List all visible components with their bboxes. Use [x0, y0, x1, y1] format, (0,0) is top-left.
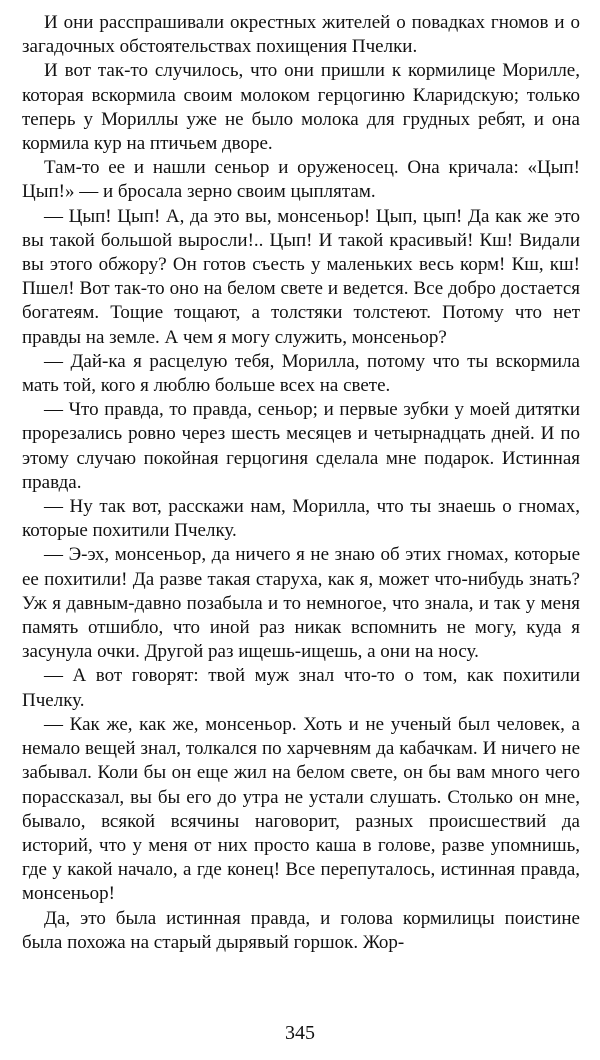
paragraph: — Цып! Цып! А, да это вы, монсеньор! Цып, цып! Да как же это вы такой большой выросли!.. Цып! И такой красивый! Кш! Видали вы этого обжору? Он готов съесть у маленьких весь корм! Кш, кш! Пшел! Вот так-то оно на белом свете и ведется. Все добро достается богатеям. Тощие тощают, а толстяки толстеют. Потому что нет правды на земле. А чем я могу служить, монсеньор?	[22, 205, 580, 348]
paragraph: — Э-эх, монсеньор, да ничего я не знаю об этих гномах, которые ее похитили! Да разве такая старуха, как я, может что-нибудь знать? Уж я давным-давно позабыла и то немногое, что знала, и так у меня память отшибло, что иной раз никак вспомнить не могу, куда я засунула очки. Другой раз ищешь-ищешь, а они на носу.	[22, 544, 580, 663]
paragraph: И вот так-то случилось, что они пришли к кормилице Морилле, которая вскормила своим молоком герцогиню Кларидскую; только теперь у Мориллы уже не было молока для грудных ребят, и она кормила кур на птичьем дворе.	[22, 60, 580, 155]
paragraph: — А вот говорят: твой муж знал что-то о том, как похитили Пчелку.	[22, 665, 580, 711]
paragraph: И они расспрашивали окрестных жителей о повадках гномов и о загадочных обстоятельствах похищения Пчелки.	[22, 12, 580, 58]
paragraph: Да, это была истинная правда, и голова кормилицы поистине была похожа на старый дырявый горшок. Жор-	[22, 907, 580, 953]
paragraph: — Как же, как же, монсеньор. Хоть и не ученый был человек, а немало вещей знал, толкался по харчевням да кабачкам. И ничего не забывал. Коли бы он еще жил на белом свете, он бы вам много чего порассказал, вы бы его до утра не устали слушать. Столько он мне, бывало, всякой всячины наговорит, разных происшествий да историй, что у меня от них просто каша в голове, разве упомнишь, где у какой начало, а где конец! Все перепуталось, истинная правда, монсеньор!	[22, 713, 580, 905]
page-number: 345	[285, 1022, 315, 1044]
page-body	[22, 11, 580, 955]
paragraph: Там-то ее и нашли сеньор и оруженосец. Она кричала: «Цып! Цып!» — и бросала зерно своим цыплятам.	[22, 157, 580, 203]
paragraph: — Дай-ка я расцелую тебя, Морилла, потому что ты вскормила мать той, кого я люблю больше всех на свете.	[22, 350, 580, 397]
paragraph: — Что правда, то правда, сеньор; и первые зубки у моей дитятки прорезались ровно через шесть месяцев и четырнадцать дней. И по этому случаю покойная герцогиня сделала мне подарок. Истинная правда.	[22, 399, 580, 493]
paragraph: — Ну так вот, расскажи нам, Морилла, что ты знаешь о гномах, которые похитили Пчелку.	[22, 496, 580, 542]
